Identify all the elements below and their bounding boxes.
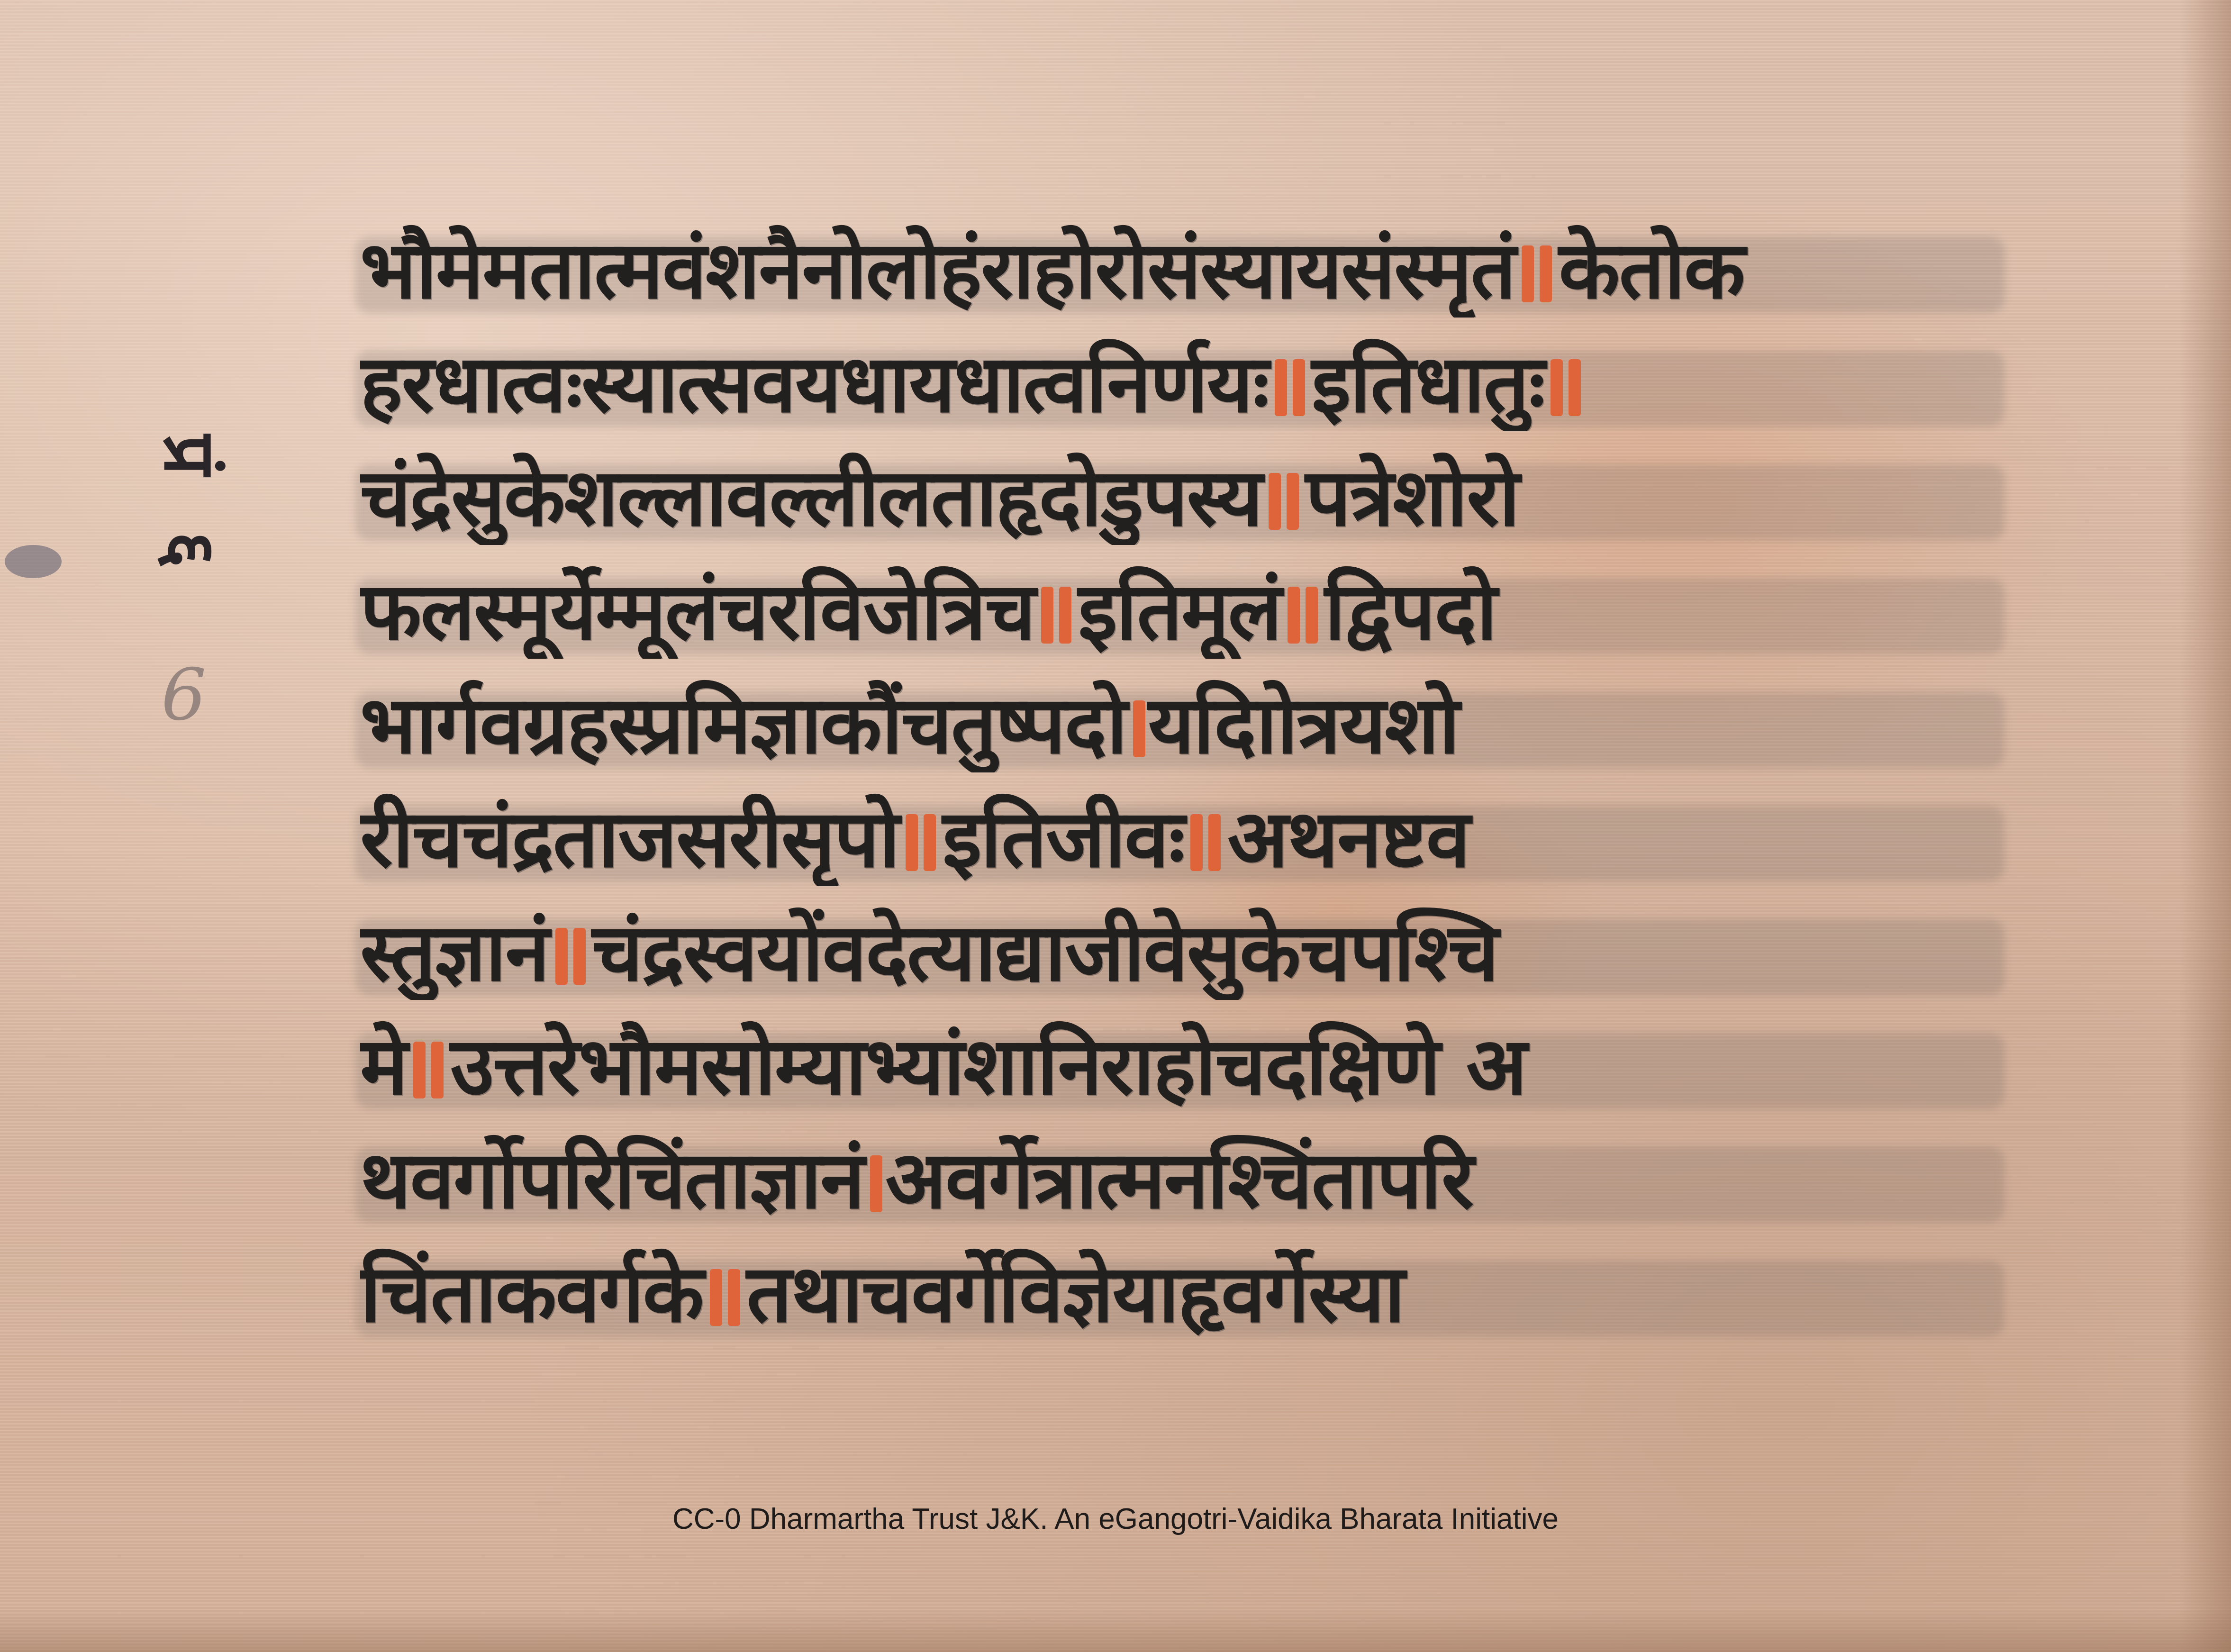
- manuscript-line: [360, 336, 2000, 431]
- manuscript-text: मे: [360, 1020, 407, 1113]
- red-danda-stroke: [1269, 473, 1281, 530]
- red-danda-mark: [703, 1246, 747, 1341]
- manuscript-line: [360, 1246, 2000, 1341]
- manuscript-text: थवर्गोपरिचिंताज्ञानं: [360, 1134, 864, 1226]
- red-danda-stroke: [1522, 245, 1534, 302]
- credit-line: CC-0 Dharmartha Trust J&K. An eGangotri-Vaidika Bharata Initiative: [672, 1503, 1559, 1535]
- red-danda-mark: [1034, 564, 1078, 659]
- red-danda-mark: [549, 905, 592, 1000]
- manuscript-text-block: [360, 223, 2000, 1360]
- manuscript-line: [360, 905, 2000, 1000]
- manuscript-text: चंद्रस्वयोंवदेत्याद्याजीवेसुकेचपश्चि: [592, 906, 1498, 999]
- red-danda-stroke: [1059, 587, 1071, 644]
- red-danda-stroke: [1041, 587, 1053, 644]
- manuscript-text: फलस्मूर्येम्मूलंचरविजेत्रिच: [360, 565, 1035, 658]
- manuscript-line: [360, 1133, 2000, 1227]
- red-danda-mark: [899, 791, 943, 886]
- margin-note: [142, 408, 246, 635]
- manuscript-line: [360, 223, 2000, 318]
- red-danda-stroke: [1208, 814, 1221, 871]
- manuscript-line: [360, 1019, 2000, 1114]
- manuscript-text: तथाचवर्गेविज्ञेयाहृवर्गेस्या: [746, 1247, 1405, 1340]
- manuscript-text: यदिाोत्रयशो: [1148, 679, 1459, 772]
- red-danda-stroke: [1287, 473, 1299, 530]
- red-danda-mark: [1184, 791, 1227, 886]
- red-danda-stroke: [906, 814, 918, 871]
- red-danda-stroke: [710, 1269, 722, 1326]
- red-danda-stroke: [728, 1269, 740, 1326]
- manuscript-text: द्विपदो: [1324, 565, 1496, 658]
- red-danda-mark: [1268, 336, 1312, 431]
- manuscript-text: हरधात्वःस्यात्सवयधायधात्वनिर्णयः: [360, 337, 1269, 430]
- red-danda-mark: [1262, 450, 1306, 545]
- red-danda-stroke: [1293, 359, 1305, 416]
- red-danda-mark: [407, 1019, 450, 1114]
- red-danda-stroke: [1306, 587, 1318, 644]
- red-danda-mark: [863, 1133, 885, 1227]
- manuscript-line: [360, 678, 2000, 772]
- red-danda-mark: [1126, 678, 1148, 772]
- red-danda-stroke: [1569, 359, 1581, 416]
- manuscript-line: [360, 791, 2000, 886]
- red-danda-mark: [1544, 336, 1587, 431]
- red-danda-stroke: [1551, 359, 1563, 416]
- manuscript-text: चंद्रेसुकेशल्लावल्लीलताहृदोडुपस्य: [360, 451, 1262, 544]
- manuscript-line: [360, 450, 2000, 545]
- red-danda-stroke: [1288, 587, 1300, 644]
- manuscript-text: अथनष्टव: [1227, 792, 1469, 885]
- manuscript-text: रीचचंद्रताजसरीसृपो: [360, 792, 899, 885]
- manuscript-text: उत्तरेभौमसोम्याभ्यांशानिराहोचदक्षिणे अ: [450, 1020, 1526, 1113]
- manuscript-line: [360, 564, 2000, 659]
- red-danda-stroke: [1275, 359, 1287, 416]
- red-danda-stroke: [924, 814, 936, 871]
- manuscript-text: भौमेमतात्मवंशनैनोलोहंराहोरोसंस्यायसंस्मृतं: [360, 224, 1515, 317]
- manuscript-text: केतोक: [1559, 224, 1744, 317]
- red-danda-stroke: [1190, 814, 1203, 871]
- red-danda-stroke: [1540, 245, 1552, 302]
- manuscript-text: स्तुज्ञानं: [360, 906, 549, 999]
- pencil-folio-mark: 6: [161, 654, 207, 736]
- red-danda-mark: [1281, 564, 1324, 659]
- manuscript-text: चिंताकवर्गके: [360, 1247, 703, 1340]
- red-danda-mark: [1515, 223, 1559, 318]
- page-edge-bottom: [0, 1609, 2231, 1652]
- manuscript-text: इतिजीवः: [943, 792, 1184, 885]
- ink-smudge: [5, 545, 62, 578]
- red-danda-stroke: [555, 928, 568, 985]
- manuscript-text: भार्गवग्रहस्प्रमिज्ञाकौंचतुष्पदो: [360, 679, 1126, 772]
- red-danda-stroke: [431, 1042, 444, 1098]
- margin-note-line: प्रं: [148, 435, 231, 475]
- red-danda-stroke: [1133, 700, 1145, 757]
- page-edge-right: [2179, 0, 2231, 1652]
- manuscript-text: इतिमूलं: [1078, 565, 1281, 658]
- manuscript-text: इतिधातुः: [1312, 337, 1544, 430]
- red-danda-stroke: [573, 928, 586, 985]
- red-danda-stroke: [413, 1042, 426, 1098]
- manuscript-text: पत्रेशोरो: [1305, 451, 1519, 544]
- margin-note-line: ६: [148, 531, 231, 568]
- manuscript-text: अवर्गेत्रात्मनश्चिंतापरि: [885, 1134, 1473, 1226]
- red-danda-stroke: [870, 1155, 882, 1212]
